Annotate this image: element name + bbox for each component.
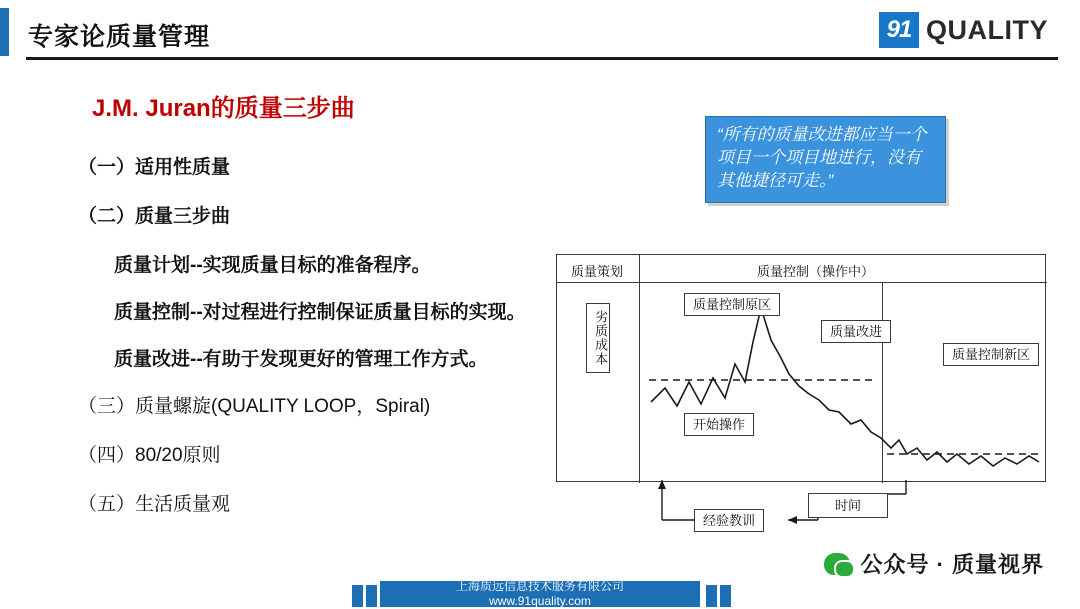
slide-header <box>0 0 1080 62</box>
footer-tick <box>720 585 731 607</box>
header-divider <box>26 57 1058 60</box>
wechat-label: 公众号 · 质量视界 <box>860 552 1044 577</box>
footer-bar <box>380 581 700 607</box>
label-original-control-zone: 质量控制原区 <box>684 293 780 316</box>
y-axis-label: 劣质成本 <box>586 303 610 373</box>
wechat-promo <box>824 548 1044 579</box>
footer-tick <box>706 585 717 607</box>
list-item: （四）80/20原则 <box>78 445 221 466</box>
chart-label-control: 质量控制（操作中） <box>757 264 875 279</box>
list-item: （三）质量螺旋(QUALITY LOOP，Spiral) <box>78 396 431 417</box>
label-new-control-zone: 质量控制新区 <box>943 343 1039 366</box>
label-lessons-learned: 经验教训 <box>694 509 764 532</box>
slide-footer <box>0 577 1080 607</box>
juran-trilogy-diagram <box>556 254 1046 552</box>
brand-logo <box>879 12 1048 48</box>
content-list <box>78 152 548 538</box>
footer-company: 上海质远信息技术服务有限公司 <box>455 579 624 593</box>
label-start-operation: 开始操作 <box>684 413 754 436</box>
logo-mark: 91 <box>879 12 919 48</box>
list-item: 质量计划--实现质量目标的准备程序。 <box>114 255 431 276</box>
label-time-axis: 时间 <box>808 493 888 518</box>
footer-tick <box>366 585 377 607</box>
header-accent-bar <box>0 8 9 56</box>
wechat-icon <box>824 553 850 575</box>
list-item: 质量控制--对过程进行控制保证质量目标的实现。 <box>114 302 526 323</box>
label-quality-improvement: 质量改进 <box>821 320 891 343</box>
list-item: 质量改进--有助于发现更好的管理工作方式。 <box>114 349 488 370</box>
list-item: （一）适用性质量 <box>78 157 231 178</box>
footer-tick <box>352 585 363 607</box>
page-title: 专家论质量管理 <box>28 23 211 51</box>
list-item: （五）生活质量观 <box>78 494 231 515</box>
chart-label-planning: 质量策划 <box>571 264 624 279</box>
chart-frame <box>556 254 1046 482</box>
quote-callout: “所有的质量改进都应当一个项目一个项目地进行，没有其他捷径可走。” <box>705 116 946 203</box>
slide-title: J.M. Juran的质量三步曲 <box>92 95 355 122</box>
logo-text: QUALITY <box>926 14 1048 45</box>
footer-website: www.91quality.com <box>489 594 591 608</box>
feedback-loop <box>556 480 1046 552</box>
list-item: （二）质量三步曲 <box>78 206 231 227</box>
